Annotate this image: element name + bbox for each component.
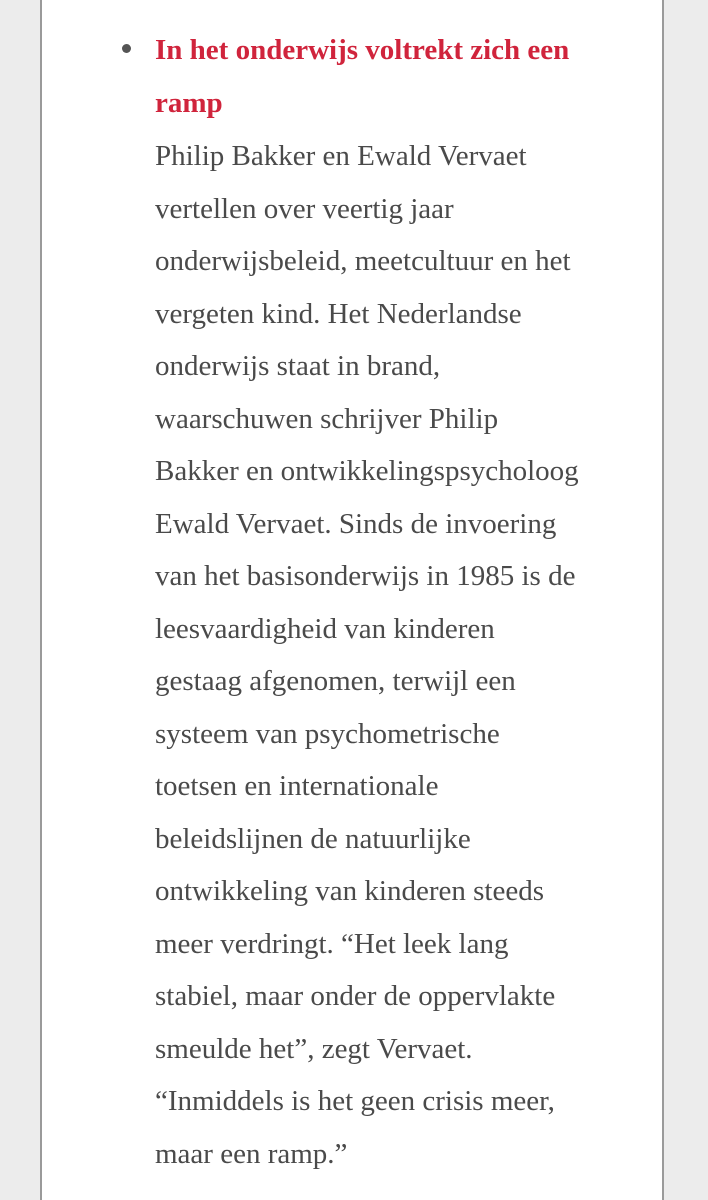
article-summary: Philip Bakker en Ewald Vervaet vertellen over veertig jaar onderwijsbeleid, meetcultuur en het vergeten kind. Het Nederlandse onderwijs staat in brand, waarschuwen schrijver Philip Bakker en ontwikkelingspsycholoog Ewald Vervaet. Sinds de invoering van het basisonderwijs in 1985 is de leesvaardigheid van kinderen gestaag afgenomen, terwijl een systeem van psychometrische toetsen en internationale beleidslijnen de natuurlijke ontwikkeling van kinderen steeds meer verdringt. “Het leek lang stabiel, maar onder de oppervlakte smeulde het”, zegt Vervaet. “Inmiddels is het geen crisis meer, maar een ramp.” bbox=[155, 140, 579, 1170]
item-title-container bbox=[155, 24, 635, 130]
article-title-link[interactable]: In het onderwijs voltrekt zich een ramp bbox=[155, 34, 570, 119]
bullet-dot-icon bbox=[122, 44, 131, 53]
news-list bbox=[42, 0, 662, 1180]
list-item bbox=[42, 0, 662, 1180]
article-panel bbox=[40, 0, 664, 1200]
